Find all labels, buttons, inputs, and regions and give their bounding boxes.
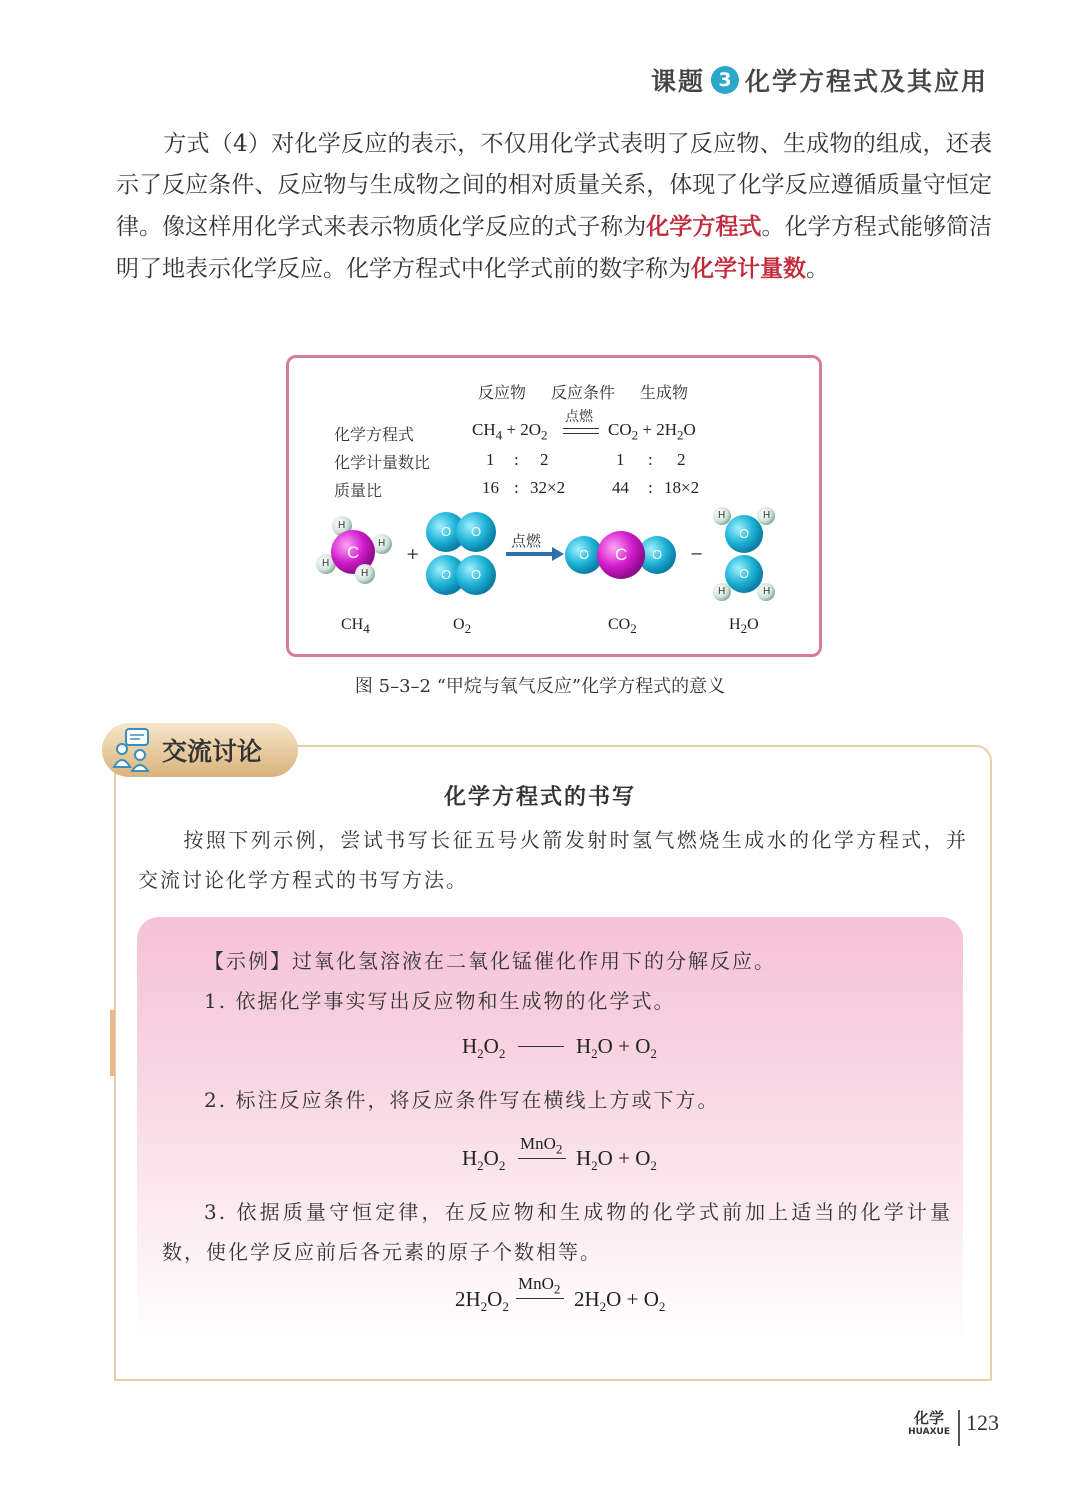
atom-o-6: O xyxy=(652,547,663,562)
mass-colon-1: : xyxy=(514,478,519,497)
step-1: 1. 依据化学事实写出反应物和生成物的化学式。 xyxy=(204,989,676,1013)
name-co2: $CO_2$ xyxy=(608,616,637,637)
atom-c-2: C xyxy=(615,545,628,564)
footer-subject xyxy=(908,1410,950,1438)
equation-1-products: $H_2O + O_2$ xyxy=(576,1034,657,1062)
footer-subject-pinyin: HUAXUE xyxy=(908,1427,950,1437)
step-2: 2. 标注反应条件，将反应条件写在横线上方或下方。 xyxy=(204,1088,720,1112)
footer-subject-cn: 化学 xyxy=(914,1409,945,1427)
atom-h-5: H xyxy=(718,510,726,521)
atom-h-7: H xyxy=(718,586,726,597)
ratio-2: 2 xyxy=(540,450,549,469)
atom-h-4: H xyxy=(361,568,369,579)
equation-2: $H_2O_2$ xyxy=(462,1146,506,1174)
step-3 xyxy=(162,1192,952,1272)
atom-o-4: O xyxy=(471,567,482,582)
discussion-people-icon xyxy=(112,727,152,773)
step-3-text: 3. 依据质量守恒定律，在反应物和生成物的化学式前加上适当的化学计量数，使化学反应前后各元素的原子个数相等。 xyxy=(162,1200,952,1264)
eq-plus: + xyxy=(506,420,516,439)
discussion-tab-label: 交流讨论 xyxy=(162,737,263,766)
mass-3: 44 xyxy=(612,478,629,497)
col-condition: 反应条件 xyxy=(551,383,616,402)
equation-3: $2H_2O_2$ xyxy=(455,1287,509,1315)
row-label-equation: 化学方程式 xyxy=(334,425,415,444)
mass-2: 32×2 xyxy=(530,478,566,497)
header-prefix: 课题 xyxy=(650,67,705,96)
figure-equation xyxy=(472,420,548,443)
side-accent-bar xyxy=(110,1010,115,1076)
equation-1-line xyxy=(518,1046,564,1047)
atom-h-6: H xyxy=(763,510,771,521)
row-label-ratio: 化学计量数比 xyxy=(334,453,431,472)
o2-molecules xyxy=(426,512,496,595)
ratio-4: 2 xyxy=(677,450,686,469)
lesson-number-badge: 3 xyxy=(711,66,739,94)
fig-arrow-condition: 点燃 xyxy=(511,532,542,550)
fig-condition-label: 点燃 xyxy=(565,409,593,425)
atom-o-1: O xyxy=(441,524,452,539)
mass-1: 16 xyxy=(482,478,499,497)
molecule-illustration xyxy=(290,500,814,610)
atom-h-1: H xyxy=(338,520,346,531)
eq-plus-2: + xyxy=(642,420,652,439)
discussion-intro xyxy=(138,820,968,900)
atom-h-3: H xyxy=(322,558,330,569)
atom-c-1: C xyxy=(347,543,360,562)
discussion-tab xyxy=(102,723,298,777)
col-reactant: 反应物 xyxy=(478,383,527,402)
page-header xyxy=(651,62,988,98)
ratio-3: 1 xyxy=(616,450,625,469)
para-text-1: 方式（4）对化学反应的表示，不仅用化学式表明了反应物、生成物的组成，还表示了反应条件、反应物与生成物之间的相对质量关系，体现了化学反应遵循质量守恒定律。像这样用化学式来表示物质化学反应的式子称为 xyxy=(116,131,992,240)
atom-o-8: O xyxy=(739,566,750,581)
atom-o-2: O xyxy=(471,524,482,539)
atom-o-5: O xyxy=(579,547,590,562)
row-label-mass: 质量比 xyxy=(334,481,383,500)
term-chemical-equation: 化学方程式 xyxy=(646,213,762,240)
name-o2: $O_2$ xyxy=(453,616,472,637)
equation-3-catalyst: MnO$_2$ xyxy=(518,1274,561,1297)
para-text-3: 。 xyxy=(806,256,829,282)
eq-2h2o: $2H_2O$ xyxy=(656,420,696,443)
figure-equation-products xyxy=(608,420,696,443)
discussion-title: 化学方程式的书写 xyxy=(443,785,636,810)
atom-h-8: H xyxy=(763,586,771,597)
example-heading: 【示例】过氧化氢溶液在二氧化锰催化作用下的分解反应。 xyxy=(204,949,776,973)
term-stoichiometric-coefficient: 化学计量数 xyxy=(691,255,806,282)
name-ch4: $CH_4$ xyxy=(341,616,370,637)
eq-2o2: $2O_2$ xyxy=(520,420,548,443)
equation-2-line xyxy=(518,1158,566,1159)
equation-2-catalyst: MnO$_2$ xyxy=(520,1134,563,1157)
equation-3-line xyxy=(516,1298,564,1299)
fig-plus-1: + xyxy=(406,544,420,563)
page-number: 123 xyxy=(958,1410,999,1446)
ratio-colon-1: : xyxy=(514,450,519,469)
mass-4: 18×2 xyxy=(664,478,700,497)
name-h2o: $H_2O$ xyxy=(729,616,759,637)
fig-minus: − xyxy=(690,544,704,563)
discussion-intro-text: 按照下列示例，尝试书写长征五号火箭发射时氢气燃烧生成水的化学方程式，并交流讨论化学方程式的书写方法。 xyxy=(138,828,968,892)
eq-ch4: $CH_4$ xyxy=(472,420,503,443)
equation-1: $H_2O_2$ xyxy=(462,1034,506,1062)
header-title: 化学方程式及其应用 xyxy=(744,67,988,96)
ratio-1: 1 xyxy=(486,450,495,469)
double-line xyxy=(563,428,599,434)
atom-o-3: O xyxy=(441,567,452,582)
atom-o-7: O xyxy=(739,526,750,541)
equation-3-products: $2H_2O + O_2$ xyxy=(574,1287,666,1315)
eq-co2: $CO_2$ xyxy=(608,420,639,443)
figure-caption: 图 5–3–2 “甲烷与氧气反应”化学方程式的意义 xyxy=(354,676,726,697)
body-paragraph xyxy=(116,124,992,290)
equation-2-products: $H_2O + O_2$ xyxy=(576,1146,657,1174)
mass-colon-2: : xyxy=(648,478,653,497)
ratio-colon-2: : xyxy=(648,450,653,469)
col-product: 生成物 xyxy=(640,383,689,402)
atom-h-2: H xyxy=(378,538,386,549)
para-text-2: 。化学方程式能够简洁明了地表示化学反应。化学方程式中化学式前的数字称为 xyxy=(116,214,993,282)
